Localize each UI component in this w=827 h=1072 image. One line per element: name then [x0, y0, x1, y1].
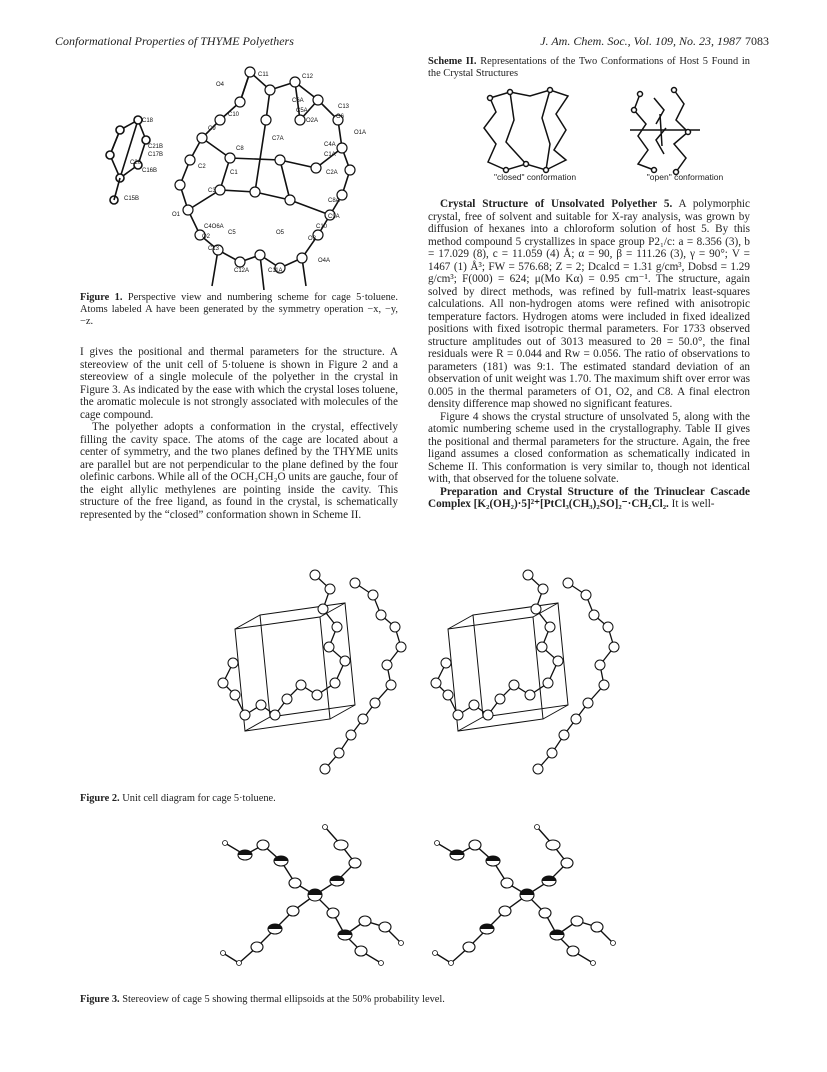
atom-label: C9A — [328, 214, 340, 220]
journal-citation — [540, 34, 769, 49]
atom-label: C11A — [268, 268, 283, 274]
atom-label: C4O6A — [204, 224, 224, 230]
atom-label: C3 — [208, 188, 216, 194]
atom-label: C10 — [228, 112, 240, 118]
figure1-ortep-drawing — [80, 50, 410, 290]
atom-label: C2 — [198, 164, 206, 170]
atom-label: O6 — [336, 114, 345, 120]
atom-label: C10 — [316, 224, 328, 230]
left-paragraph-1: I gives the positional and thermal parameters for the structure. A stereoview of the unit cell of 5·toluene is shown in Figure 2 and a stereoview of a single molecule of the polyether in the crystal in Figure 3. As indicated by the ease with which the crystal loses toluene, the aromatic molecule is not strongly associated with molecules of the cage compound. — [80, 346, 398, 421]
atom-label: C18 — [142, 118, 154, 124]
atom-label: C8A — [328, 198, 340, 204]
scheme2-text: Representations of the Two Conformations of Host 5 Found in the Crystal Structures — [428, 56, 750, 79]
figure2-caption — [80, 793, 750, 805]
section-heading-cascade-complex: Preparation and Crystal Structure of the Trinuclear Cascade Complex [K₂(OH₂)·5]²⁺[PtCl₃(CH₃)₂SO]₂⁻·CH₂Cl₂. — [428, 485, 750, 510]
atom-label: C9 — [208, 126, 216, 132]
right-paragraph-2: Figure 4 shows the crystal structure of unsolvated 5, along with the atomic numbering scheme used in the crystallography. Table II gives the positional and thermal parameters for the structure. Again, the free ligand assumes a closed conformation as schematically indicated in Scheme II. This conformation is very similar to, though not identical with, that observed for the toluene solvate. — [428, 410, 750, 485]
atom-label: C12 — [302, 74, 314, 80]
atom-label: C6A — [292, 98, 304, 104]
left-column-text — [80, 346, 398, 521]
figure1-caption-label: Figure 1. — [80, 292, 123, 303]
scheme2-drawing — [470, 84, 730, 182]
atom-label: C21B — [148, 144, 164, 150]
journal-reference: J. Am. Chem. Soc., Vol. 109, No. 23, 1987 — [540, 34, 741, 48]
atom-label: C13 — [338, 104, 350, 110]
atom-label: C4A — [324, 142, 336, 148]
atom-label: O5 — [276, 230, 285, 236]
atom-label: C1 — [230, 170, 238, 176]
figure2-caption-label: Figure 2. — [80, 793, 120, 804]
figure1-caption — [80, 292, 398, 328]
scheme2-label: Scheme II. — [428, 56, 477, 67]
figure2-unit-cell-stereo — [205, 565, 635, 790]
figure3-caption — [80, 994, 750, 1006]
atom-label: O2A — [306, 118, 319, 124]
scheme2-caption — [428, 56, 750, 80]
atom-label: O3 — [308, 236, 317, 242]
left-paragraph-2: The polyether adopts a conformation in the crystal, effectively filling the cavity space. The atoms of the cage are located about a center of symmetry, and the two planes defined by the THYME units are parallel but are not perpendicular to the plane defined by the four olefinic carbons. While all of the OCH₂CH₂O units are gauche, four of the eight allylic methylenes are pointing inside the cavity. This structure of the free ligand, as found in the crystal, is schematically represented by the “closed” conformation shown in Scheme II. — [80, 421, 398, 521]
atom-label: C5 — [228, 230, 236, 236]
figure1-caption-text: Perspective view and numbering scheme for cage 5·toluene. Atoms labeled A have been generated by the symmetry operation −x, −y, −z. — [80, 292, 398, 327]
open-conformation-shape — [630, 88, 700, 175]
closed-conformation-shape — [484, 90, 568, 170]
atom-label: C15B — [124, 196, 140, 202]
figure3-caption-label: Figure 3. — [80, 994, 120, 1005]
atom-label: C20 — [130, 160, 142, 166]
section-heading-unsolvated: Crystal Structure of Unsolvated Polyether 5. — [440, 198, 673, 210]
right-paragraph-3-body: It is well- — [671, 498, 715, 510]
atom-label: C1A — [324, 152, 336, 158]
right-paragraph-1-body: A polymorphic crystal, free of solvent and suitable for X-ray analysis, was grown by diffusion of hexanes into a chloroform solution of host 5. By this method compound 5 crystallizes in space group P2₁/c: a = 8.356 (3), b = 17.029 (8), c = 11.059 (4) Å; α = 90, β = 111.26 (3), γ = 90°; V = 1467 (1) Å³; FW = 576.68; Z = 2; Dcalcd = 1.31 g/cm³, Dobsd = 1.29 g/cm³; F(000) = 624; μ(Mo Kα) = 0.95 cm⁻¹. The structure, again solved by direct methods, was refined by full-matrix least-squares calculations. All non-hydrogen atoms were refined with anisotropic temperature factors. Hydrogen atoms were included in fixed idealized positions with fixed isotropic thermal parameters. For 1733 observed structure amplitudes out of 3013 measured to 2θ = 50.0°, the final residuals were R = 0.044 and Rw = 0.056. The ratio of observations to parameters (181) was 9:1. The estimated standard deviation of an observation of unit weight was 1.70. The maximum shift over error was 0.005 in the thermal parameters of O1, O2, and C8. A final electron density difference map showed no significant features. — [428, 198, 750, 410]
figure3-caption-text: Stereoview of cage 5 showing thermal ellipsoids at the 50% probability level. — [122, 994, 445, 1005]
page-number: 7083 — [745, 34, 769, 48]
right-paragraph-3 — [428, 486, 750, 511]
atom-label: C5A — [296, 108, 308, 114]
atom-label: O1A — [354, 130, 367, 136]
atom-label: O1 — [172, 212, 181, 218]
right-column-text — [428, 198, 750, 511]
atom-label: C2A — [326, 170, 338, 176]
atom-label: C16B — [142, 168, 158, 174]
atom-label: O4A — [318, 258, 331, 264]
atom-label: C13 — [208, 246, 220, 252]
atom-label: O2 — [202, 234, 211, 240]
closed-conformation-label: "closed" conformation — [493, 172, 577, 182]
open-conformation-label: "open" conformation — [646, 172, 724, 182]
atom-label: C17B — [148, 152, 164, 158]
atom-label: C7A — [272, 136, 284, 142]
atom-label: C11 — [258, 72, 269, 78]
right-paragraph-1 — [428, 198, 750, 411]
atom-label: C12A — [234, 268, 250, 274]
atom-label: C8 — [236, 146, 244, 152]
figure2-caption-text: Unit cell diagram for cage 5·toluene. — [122, 793, 276, 804]
figure3-thermal-ellipsoid-stereo — [205, 815, 625, 985]
atom-label: O4 — [216, 82, 225, 88]
running-title: Conformational Properties of THYME Polyethers — [55, 34, 294, 48]
